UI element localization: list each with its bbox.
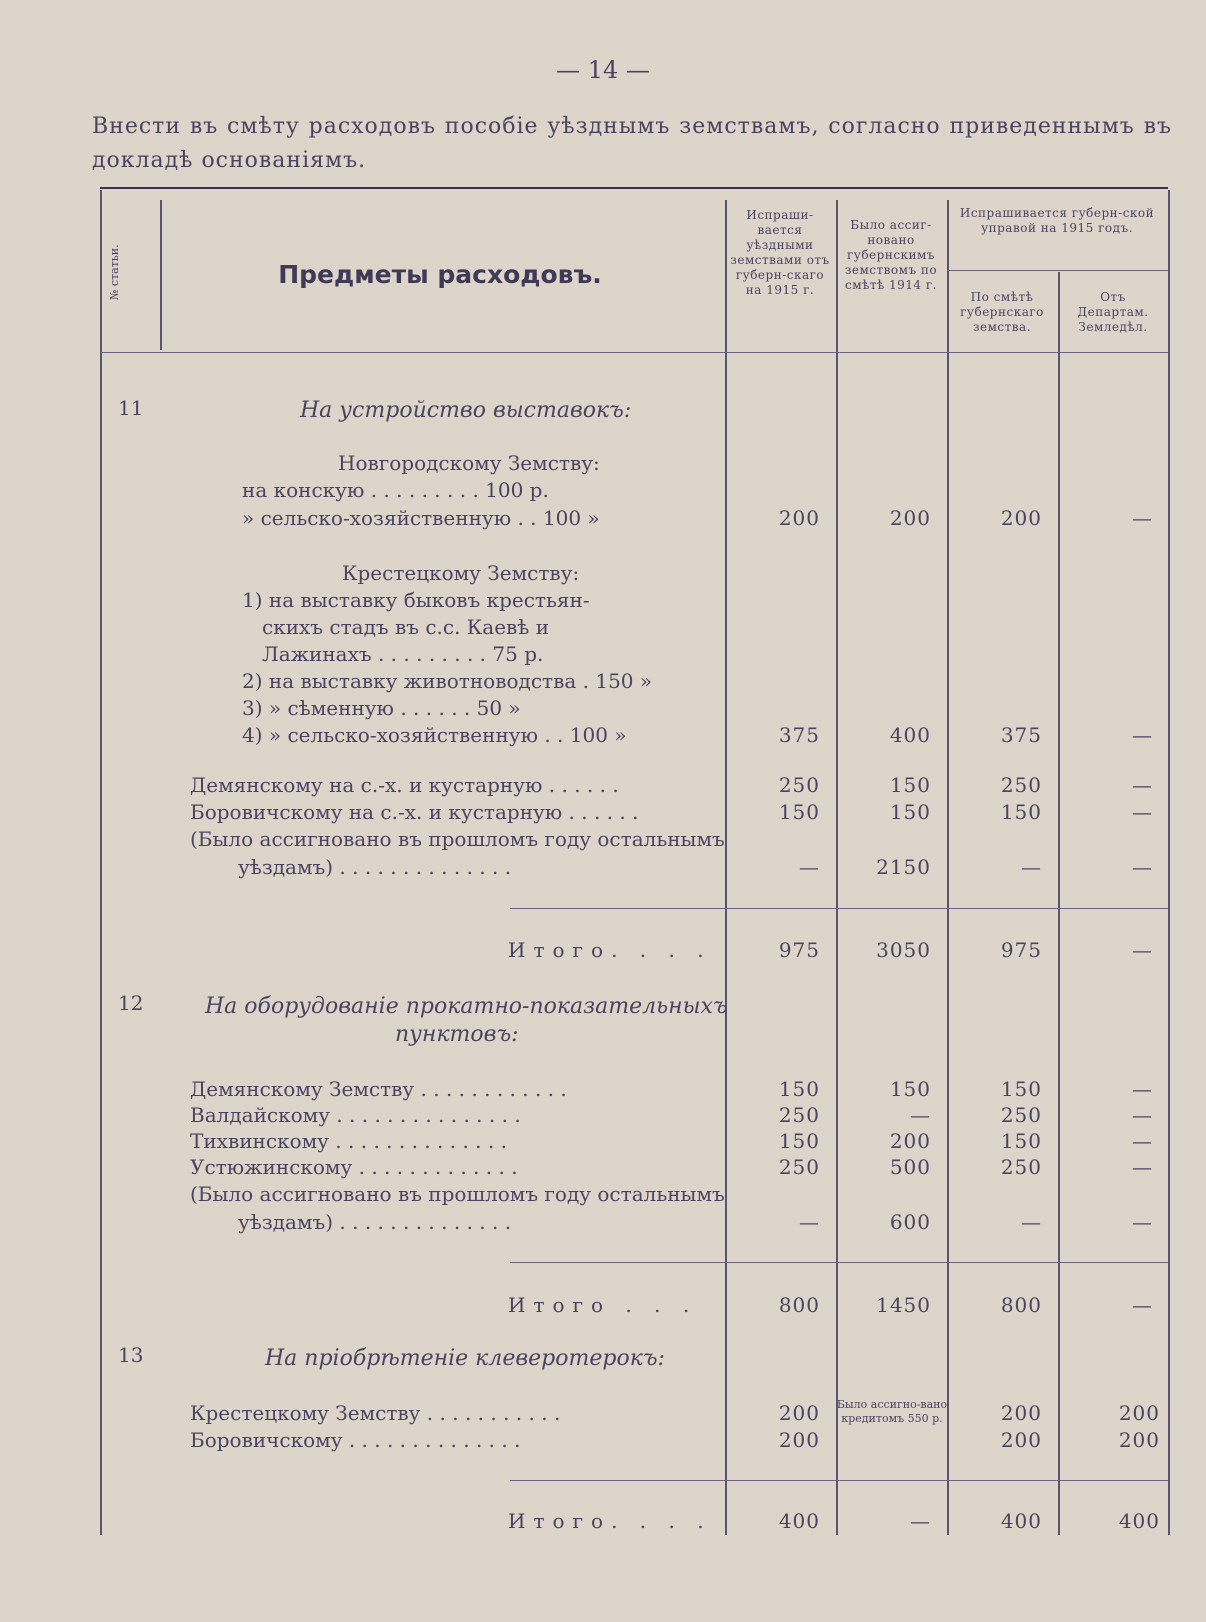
s12-total-v1: 800 bbox=[778, 1293, 820, 1317]
s13-title: На пріобрѣтеніе клеверотерокъ: bbox=[265, 1346, 665, 1371]
s11-kr-4: 4) » сельско-хозяйственную . . 100 » bbox=[242, 723, 627, 747]
s12-total-v2: 1450 bbox=[876, 1293, 931, 1317]
s11-dem-v2: 150 bbox=[889, 773, 931, 797]
s11-dem-v4: — bbox=[1132, 773, 1153, 797]
s11-total-v4: — bbox=[1132, 938, 1153, 962]
s12-row4-v2: 500 bbox=[889, 1155, 931, 1179]
s13-total-label: Итого. . . . bbox=[508, 1509, 712, 1533]
header-col4: Отъ Департам. Земледѣл. bbox=[1077, 290, 1149, 334]
s13-total-rule bbox=[510, 1480, 1168, 1481]
s13-row1-v4: 200 bbox=[1118, 1401, 1160, 1425]
s12-row2-v3: 250 bbox=[1000, 1103, 1042, 1127]
s12-row1-v1: 150 bbox=[778, 1077, 820, 1101]
s11-kr-2: 2) на выставку животноводства . 150 » bbox=[242, 669, 653, 693]
s12-total-v3: 800 bbox=[1000, 1293, 1042, 1317]
s11-bor-v4: — bbox=[1132, 800, 1153, 824]
header-col-no: № статьи. bbox=[108, 244, 121, 300]
s12-row1-v2: 150 bbox=[889, 1077, 931, 1101]
s12-row2-v2: — bbox=[910, 1103, 931, 1127]
s12-title-b: пунктовъ: bbox=[395, 1022, 519, 1047]
s12-row1: Демянскому Земству . . . . . . . . . . . . bbox=[190, 1077, 567, 1101]
s12-row4-v3: 250 bbox=[1000, 1155, 1042, 1179]
s11-bor-v2: 150 bbox=[889, 800, 931, 824]
s12-other-v2: 600 bbox=[889, 1210, 931, 1234]
header-items: Предметы расходовъ. bbox=[278, 260, 602, 289]
s11-dem-v1: 250 bbox=[778, 773, 820, 797]
s13-total-v1: 400 bbox=[778, 1509, 820, 1533]
s11-kr-1c: Лажинахъ . . . . . . . . . 75 р. bbox=[262, 642, 544, 666]
s13-row2-v3: 200 bbox=[1000, 1428, 1042, 1452]
s11-kr-v4: — bbox=[1132, 723, 1153, 747]
header-col34-group: Испрашивается губерн-ской управой на 1915 годъ. bbox=[959, 206, 1155, 235]
s11-novg-v3: 200 bbox=[1000, 506, 1042, 530]
s12-row3-v1: 150 bbox=[778, 1129, 820, 1153]
s13-total-v3: 400 bbox=[1000, 1509, 1042, 1533]
s12-no: 12 bbox=[118, 991, 144, 1015]
s13-note: Было ассигно-вано кредитомъ 550 р. bbox=[836, 1398, 948, 1425]
s11-total-v1: 975 bbox=[778, 938, 820, 962]
s11-novg-v4: — bbox=[1132, 506, 1153, 530]
s13-total-v2: — bbox=[910, 1509, 931, 1533]
s11-novg-v2: 200 bbox=[889, 506, 931, 530]
s13-row1: Крестецкому Земству . . . . . . . . . . . bbox=[190, 1401, 561, 1425]
col-line bbox=[836, 200, 838, 1535]
s12-row1-v4: — bbox=[1132, 1077, 1153, 1101]
s11-bor-v3: 150 bbox=[1000, 800, 1042, 824]
s11-other-b: уѣздамъ) . . . . . . . . . . . . . . bbox=[238, 855, 512, 879]
col-line bbox=[1058, 272, 1060, 1535]
header-col3: По смѣтѣ губернскаго земства. bbox=[960, 290, 1044, 334]
s13-row2-v1: 200 bbox=[778, 1428, 820, 1452]
s11-novg-1: на конскую . . . . . . . . . 100 р. bbox=[242, 478, 549, 502]
s12-row3-v3: 150 bbox=[1000, 1129, 1042, 1153]
s12-row4: Устюжинскому . . . . . . . . . . . . . bbox=[190, 1155, 518, 1179]
s13-row1-v3: 200 bbox=[1000, 1401, 1042, 1425]
s11-kr-1b: скихъ стадъ въ с.с. Каевѣ и bbox=[262, 615, 550, 639]
s13-row2-v4: 200 bbox=[1118, 1428, 1160, 1452]
col-line bbox=[1168, 190, 1170, 1535]
s11-other-a: (Было ассигновано въ прошломъ году остальнымъ bbox=[190, 827, 725, 851]
col-line bbox=[947, 200, 949, 1535]
s12-row2-v4: — bbox=[1132, 1103, 1153, 1127]
s12-row4-v1: 250 bbox=[778, 1155, 820, 1179]
s11-kr-v2: 400 bbox=[889, 723, 931, 747]
header-col1: Испраши-вается уѣздными земствами отъ губерн-скаго на 1915 г. bbox=[730, 208, 830, 297]
s11-dem: Демянскому на с.-х. и кустарную . . . . . . bbox=[190, 773, 619, 797]
s11-bor-v1: 150 bbox=[778, 800, 820, 824]
s12-total-rule bbox=[510, 1262, 1168, 1263]
s11-kr-1a: 1) на выставку быковъ крестьян- bbox=[242, 588, 590, 612]
col-line bbox=[100, 190, 102, 1535]
s11-title: На устройство выставокъ: bbox=[300, 398, 632, 423]
s12-other-v4: — bbox=[1132, 1210, 1153, 1234]
s12-row3-v2: 200 bbox=[889, 1129, 931, 1153]
s12-row3-v4: — bbox=[1132, 1129, 1153, 1153]
s11-total-rule bbox=[510, 908, 1168, 909]
s11-other-v1: — bbox=[799, 855, 820, 879]
s12-other-b: уѣздамъ) . . . . . . . . . . . . . . bbox=[238, 1210, 512, 1234]
s13-no: 13 bbox=[118, 1343, 144, 1367]
s13-total-v4: 400 bbox=[1118, 1509, 1160, 1533]
s11-kr-v1: 375 bbox=[778, 723, 820, 747]
s12-other-a: (Было ассигновано въ прошломъ году остальнымъ bbox=[190, 1182, 725, 1206]
s12-title-a: На оборудованіе прокатно-показательныхъ bbox=[205, 994, 728, 1019]
page-number: — 14 — bbox=[556, 56, 650, 84]
s11-total-v3: 975 bbox=[1000, 938, 1042, 962]
s12-row2: Валдайскому . . . . . . . . . . . . . . . bbox=[190, 1103, 521, 1127]
intro-paragraph: Внести въ смѣту расходовъ пособіе уѣзднымъ земствамъ, согласно приведеннымъ въ докладѣ основаніямъ. bbox=[92, 114, 1172, 173]
s11-other-v4: — bbox=[1132, 855, 1153, 879]
s11-novg-head: Новгородскому Земству: bbox=[338, 451, 600, 475]
s11-other-v2: 2150 bbox=[876, 855, 931, 879]
header-col2: Было ассиг-новано губернскимъ земствомъ по смѣтѣ 1914 г. bbox=[844, 218, 938, 292]
s11-dem-v3: 250 bbox=[1000, 773, 1042, 797]
s13-row1-v1: 200 bbox=[778, 1401, 820, 1425]
s12-row1-v3: 150 bbox=[1000, 1077, 1042, 1101]
s11-kr-v3: 375 bbox=[1000, 723, 1042, 747]
s12-row4-v4: — bbox=[1132, 1155, 1153, 1179]
s12-other-v1: — bbox=[799, 1210, 820, 1234]
s11-novg-2: » сельско-хозяйственную . . 100 » bbox=[242, 506, 600, 530]
s11-kr-3: 3) » сѣменную . . . . . . 50 » bbox=[242, 696, 521, 720]
header-subrule bbox=[947, 270, 1168, 271]
col-line bbox=[725, 200, 727, 1535]
s11-kr-head: Крестецкому Земству: bbox=[342, 561, 580, 585]
s11-no: 11 bbox=[118, 396, 144, 420]
s12-total-v4: — bbox=[1132, 1293, 1153, 1317]
s11-other-v3: — bbox=[1021, 855, 1042, 879]
table-top-rule bbox=[100, 187, 1168, 189]
s12-row3: Тихвинскому . . . . . . . . . . . . . . bbox=[190, 1129, 507, 1153]
s12-total-label: Итого . . . bbox=[508, 1293, 698, 1317]
header-bottom-rule bbox=[100, 352, 1168, 353]
s12-row2-v1: 250 bbox=[778, 1103, 820, 1127]
s11-total-v2: 3050 bbox=[876, 938, 931, 962]
s11-bor: Боровичскому на с.-х. и кустарную . . . . . . bbox=[190, 800, 639, 824]
s11-total-label: Итого. . . . bbox=[508, 938, 712, 962]
s13-row2: Боровичскому . . . . . . . . . . . . . . bbox=[190, 1428, 521, 1452]
s11-novg-v1: 200 bbox=[778, 506, 820, 530]
s12-other-v3: — bbox=[1021, 1210, 1042, 1234]
